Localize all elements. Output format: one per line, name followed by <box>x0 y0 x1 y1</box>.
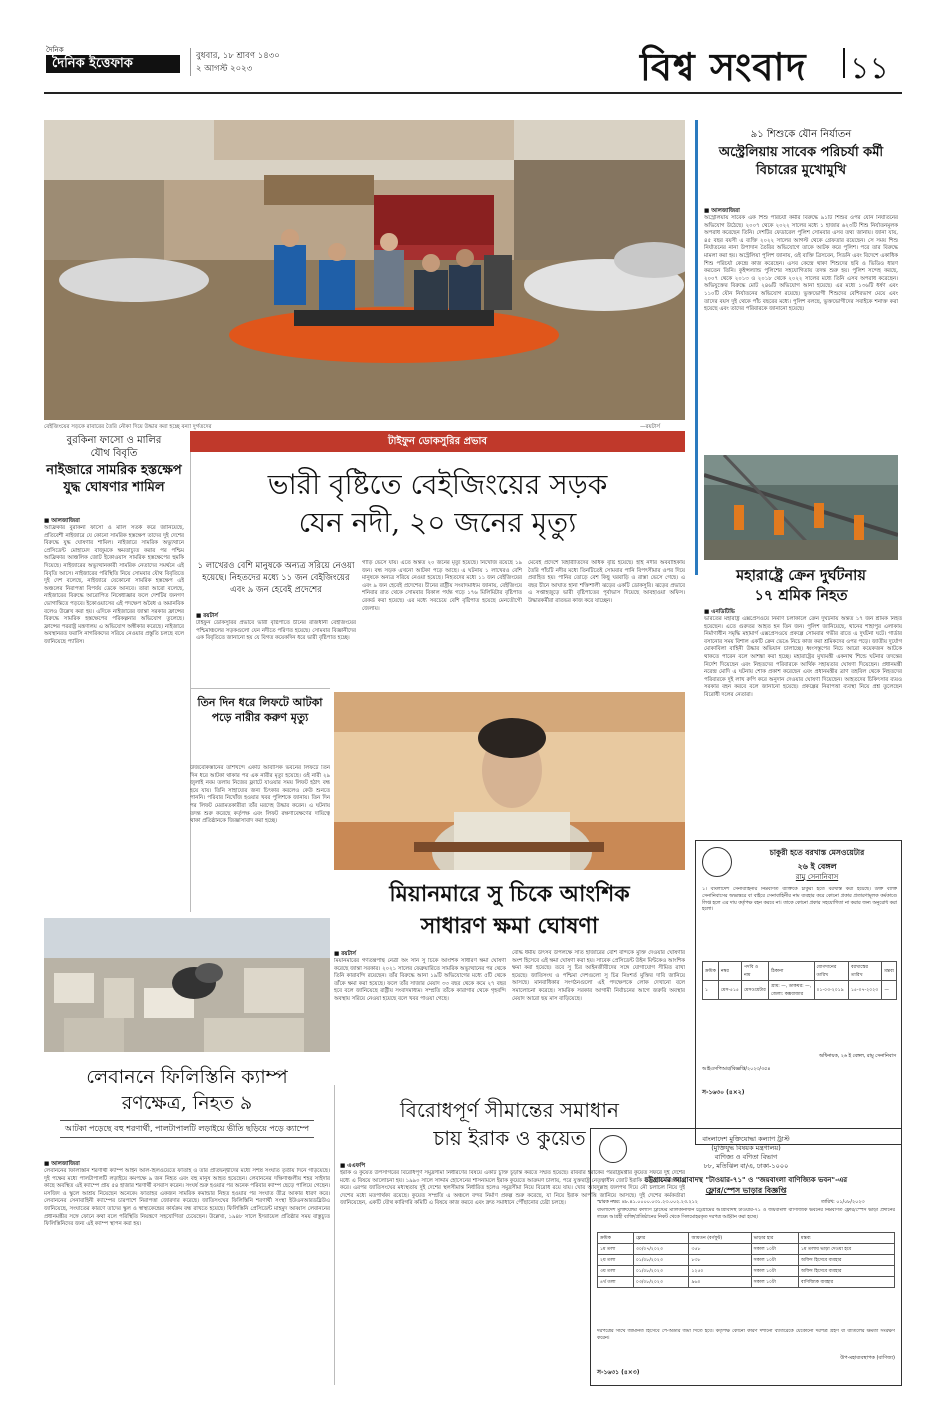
photo-credit: —রয়টার্স <box>640 424 660 430</box>
crane-body: ভারতের মহারাষ্ট্র এক্সপ্রেসওয়ে নির্মাণ চলাকালে ক্রেন দুর্ঘটনায় অন্তত ১৭ জন শ্রমিক নিহত হয়েছেন। এতে গুরুতর আহত হন তিন জন। পুলিশ জানিয়েছে, থানের শাহাপুর এলাকায় নির্মাণাধীন সমৃদ্ধি মহামার্গ এক্সপ্রেসওয়ে প্রকল্পে সোমবার গভীর রাতে এ দুর্ঘটনা ঘটে। গার্ডার বসানোর সময় বিশাল একটি ক্রেন ভেঙে নিচে কাজ করা শ্রমিকদের ওপর পড়ে। জাতীয় দুর্যোগ মোকাবিলা বাহিনী উদ্ধার অভিযান চালাচ্ছে। ধ্বংসস্তূপের নিচে আরো কয়েকজন আটকে থাকতে পারেন বলে আশঙ্কা করা হচ্ছে। মহারাষ্ট্রের মুখ্যমন্ত্রী একনাথ শিন্ডে ঘটনার তদন্তের নির্দেশ দিয়েছেন এবং নিহতদের পরিবারকে আর্থিক সহায়তার ঘোষণা দিয়েছেন। প্রধানমন্ত্রী নরেন্দ্র মোদি এ ঘটনায় শোক প্রকাশ করেছেন এবং প্রধানমন্ত্রীর ত্রাণ তহবিল থেকে নিহতদের পরিবারকে দুই লাখ রুপি করে অনুদান দেওয়ার ঘোষণা দিয়েছেন। আহতদের চিকিৎসার ব্যয়ও সরকার বহন করবে বলে জানানো হয়েছে। প্রকল্পের নিরাপত্তা ব্যবস্থা নিয়ে প্রশ্ন তুলেছেন বিরোধী দলের নেতারা। <box>704 616 902 698</box>
beijing-col1: টাইফুন ডোকসুরির প্রভাবে ভারী বৃষ্টিপাতে চীনের রাজধানী বেইজিংয়ের পশ্চিমাঞ্চলের সড়কগুলো যেন নদীতে পরিণত হয়েছে। সোমবার বিজ্ঞানীদের এক বিবৃতিতে জানানো হয় যে বিগত কয়েকদিন ধরে ভারী বৃষ্টিপাত হচ্ছে। <box>196 620 356 642</box>
page-number-divider <box>843 48 845 78</box>
ad-army-table <box>702 961 897 1000</box>
lebanon-camp-photo <box>44 918 330 1052</box>
table-cell: ০১/০৮/২০২৩ <box>633 1255 689 1266</box>
table-cell: মেসওয়েটার <box>741 981 768 1000</box>
iraq-kuwait-dateline: ■ এএফপি <box>340 1163 366 1169</box>
niger-kicker-line2: যৌথ বিবৃতি <box>90 448 138 459</box>
table-cell: মেস-৫১৫ <box>718 981 741 1000</box>
table-header-cell: আয়তন (বর্গফুট) <box>689 1233 751 1244</box>
trust-footer: দরপত্রের সাথে জামানত হিসেবে পে-অর্ডার জমা দিতে হবে। কর্তৃপক্ষ কোনো কারণ দর্শানো ব্যতিরেকে যেকোনো দরপত্র গ্রহণ বা বাতিলের ক্ষমতা সংরক্ষণ করেন। <box>597 1329 895 1341</box>
iraq-kuwait-headline-line2: চায় ইরাক ও কুয়েত <box>433 1126 586 1150</box>
australia-dateline: ■ আলজাজিরা <box>704 208 740 214</box>
trust-signer: উপ-মহাব্যবস্থাপক (বাণিজ্য) <box>840 1355 895 1361</box>
suu-kyi-headline-line1: মিয়ানমারে সু চিকে আংশিক <box>389 881 630 907</box>
lebanon-subhead: আটকা পড়েছে বহু শরণার্থী, পালটাপালটি লড়াইয়ে ভীতি ছড়িয়ে পড়ে ক্যাম্পে <box>60 1120 314 1138</box>
table-header-cell: বরখাস্তের তারিখ <box>848 962 881 981</box>
table-cell: সকাল ১০টা <box>751 1244 798 1255</box>
bangla-date: বুধবার, ১৮ শ্রাবণ ১৪৩০ <box>196 51 280 61</box>
australia-headline: অস্ট্রেলিয়ায় সাবেক পরিচর্যা কর্মী বিচারের মুখোমুখি <box>718 145 884 178</box>
lebanon-headline-line2: রণক্ষেত্র, নিহত ৯ <box>121 1092 253 1114</box>
photo-caption: বেইজিংয়ের সড়কে রাবারের তৈরি নৌকা দিয়ে উদ্ধার করা হচ্ছে বন্যা দুর্গতদের <box>44 424 212 430</box>
page-number: ১১ <box>850 51 889 86</box>
table-cell: ০৩/০৮/২০২৩ <box>633 1277 689 1288</box>
table-header-cell: ভাড়ার হার <box>751 1233 798 1244</box>
table-header-cell: ক্রমিক <box>598 1233 634 1244</box>
table-cell: ০১-০৩-২০১৯ <box>814 981 848 1000</box>
iraq-kuwait-body: ইরাক ও কুয়েত উপসাগরের বিরোধপূর্ণ সমুদ্রসীমা নির্ধারণের বিষয়ে একটি চুক্তি চূড়ান্ত করতে সম্মত হয়েছে। রবিবার ইরাকের পররাষ্ট্রমন্ত্রীর কুয়েত সফরে দুই দেশের মধ্যে এ বিষয়ে আলোচনা হয়। ১৯৯০ সালে সাদ্দাম হোসেনের শাসনামলে ইরাক কুয়েতে আক্রমণ চালায়, পরে যুক্তরাষ্ট্র নেতৃত্বাধীন জোট ইরাকি বাহিনীকে বিতাড়িত করে। এরপর জাতিসংঘের মধ্যস্থতায় দুই দেশের স্থলসীমান্ত নির্ধারিত হলেও সমুদ্রসীমা নিয়ে বিরোধ রয়ে যায়। খোর আবদুল্লাহ জলপথ দিয়ে নৌ চলাচল নিয়ে দুই দেশের মধ্যে মতপার্থক্য রয়েছে। কুয়েত সম্প্রতি এ অঞ্চলে বন্দর নির্মাণ প্রকল্প শুরু করেছে, যা নিয়ে ইরাক আপত্তি জানিয়ে আসছে। দুই দেশের কর্মকর্তারা জানিয়েছেন, একটি যৌথ কারিগরি কমিটি এ বিষয়ে কাজ করবে এবং দ্রুত সমাধানে পৌঁছানোর চেষ্টা চলছে। <box>340 1170 685 1207</box>
table-cell: ৪র্থ তলা <box>598 1277 634 1288</box>
beijing-headline-line2: যেন নদী, ২০ জনের মৃত্যু <box>298 506 577 539</box>
masthead-rule <box>44 92 902 94</box>
table-cell: — <box>882 981 897 1000</box>
trust-ad-title: চট্টগ্রামের আগ্রাবাদস্থ "টাওয়ার-৭১" ও "জয়বাংলা বাণিজ্যিক ভবন"-এর <box>644 1176 848 1184</box>
table-row <box>598 1277 895 1288</box>
suu-kyi-dateline: ■ রয়টার্স <box>334 951 356 957</box>
table-row <box>598 1244 895 1255</box>
table-cell: ৩৫৮ <box>689 1244 751 1255</box>
niger-dateline: ■ আলজাজিরা <box>44 518 80 524</box>
crane-dateline: ■ এনডিটিভি <box>704 609 735 615</box>
table-cell: সকাল ১০টা <box>751 1266 798 1277</box>
trust-org-header <box>631 1135 861 1171</box>
paper-name: দৈনিক ইত্তেফাক <box>52 56 133 71</box>
table-cell: ১ম তলায় ভাড়া দেওয়া হবে <box>799 1244 895 1255</box>
table-cell: ১২৫০ <box>689 1266 751 1277</box>
masthead-divider <box>190 48 191 76</box>
niger-kicker <box>44 434 184 460</box>
lebanon-headline <box>44 1064 330 1116</box>
trust-ad-table <box>597 1232 895 1288</box>
table-header-cell: মন্তব্য <box>799 1233 895 1244</box>
suu-kyi-headline-line2: সাধারণ ক্ষমা ঘোষণা <box>420 913 599 939</box>
suu-kyi-col1: মিয়ানমারের গণতন্ত্রপন্থি নেত্রী অং সান সু চিকে আংশিক সাধারণ ক্ষমা ঘোষণা করেছে জান্তা সরকার। ২০২১ সালের ফেব্রুয়ারিতে সামরিক অভ্যুত্থানের পর থেকে তিনি কারাবন্দি রয়েছেন। তাঁর বিরুদ্ধে আনা ১৯টি অভিযোগের মধ্যে ৫টি থেকে তাঁকে ক্ষমা করা হয়েছে। ফলে তাঁর সাজার মেয়াদ ৩৩ বছর থেকে কমে ২৭ বছর হবে বলে জানিয়েছে রাষ্ট্রীয় সংবাদমাধ্যম। সম্প্রতি তাঁকে কারাগার থেকে গৃহবন্দি অবস্থায় সরিয়ে নেওয়া হয়েছে বলে খবর পাওয়া গেছে। <box>334 958 506 1002</box>
table-row <box>598 1255 895 1266</box>
army-dismissal-ad <box>695 840 902 1145</box>
iraq-kuwait-headline-line1: বিরোধপূর্ণ সীমান্তের সমাধান <box>399 1098 619 1122</box>
trust-ad-code: স-১৬৩১ (৪×৩) <box>597 1369 640 1376</box>
ad-army-body: ১। বাংলাদেশ সেনাবাহিনীর নিম্নবর্ণিত ব্যক্তিকে চাকুরী হতে বরখাস্ত করা হয়েছে। উক্ত ব্যক্তি সেনানিবাসের অভ্যন্তরে বা বাইরে সেনাবাহিনীর নাম ব্যবহার করে কোনো প্রকার প্রতারণামূলক কর্মকাণ্ডে লিপ্ত হলে এর দায় কর্তৃপক্ষ বহন করবে না। তাকে কোনো প্রকার সহযোগিতা না করার জন্য অনুরোধ করা হলো। <box>702 887 897 913</box>
trust-org-address: ৮৮, মতিঝিল বা/এ, ঢাকা-১০০০ <box>703 1162 789 1170</box>
ad-army-ref: আইএসপিআর/বিজ্ঞপ্তি/২০২৩/৩৫৪ <box>702 1067 771 1072</box>
table-row <box>703 981 897 1000</box>
crane-headline-line2: ১৭ শ্রমিক নিহত <box>754 587 848 604</box>
beijing-headline-line1: ভারী বৃষ্টিতে বেইজিংয়ের সড়ক <box>267 468 608 501</box>
table-cell: গ্রাম: —, ডাকঘর: —, জেলা: কক্সবাজার <box>768 981 814 1000</box>
australia-kicker: ৯১ শিশুকে যৌন নির্যাতন <box>750 129 852 140</box>
table-header-cell: ফ্লোর <box>633 1233 689 1244</box>
beijing-headline <box>190 466 685 542</box>
table-cell: অফিস হিসেবে ব্যবহার <box>799 1266 895 1277</box>
lift-body: উজবেকিস্তানের তাশখন্দে একটি আবাসিক ভবনের লিফটে তিন দিন ধরে আটকা থাকার পর এক নারীর মৃত্যু হয়েছে। ওই নারী ২৯ জুলাই নবম তলায় নিজের ফ্ল্যাটে যাওয়ার সময় লিফট হঠাৎ বন্ধ হয়ে যায়। তিনি সাহায্যের জন্য চিৎকার করলেও কেউ শুনতে পাননি। পরিবার নিখোঁজ হওয়ার খবর পুলিশকে জানায়। তিন দিন পর লিফট মেরামতকারীরা তাঁর মরদেহ উদ্ধার করেন। এ ঘটনায় তদন্ত শুরু করেছে কর্তৃপক্ষ এবং লিফট রক্ষণাবেক্ষণের দায়িত্বে থাকা প্রতিষ্ঠানকে জিজ্ঞাসাবাদ করা হচ্ছে। <box>190 765 330 825</box>
ad-army-signature: অধিনায়ক, ২৬ ই বেঙ্গল, রামু সেনানিবাস <box>819 1054 896 1059</box>
table-cell: ১ম তলা <box>598 1244 634 1255</box>
army-emblem-icon <box>702 847 732 877</box>
beijing-col3: মেবেই প্রদেশে বিহারীতিদের অধিক বৃষ্টি হয়েছে। হাই নদীর অববাহিকায় তৈরি পাঁচটি নদীর মধ্যে তিনটিতেই সোমবার পানি বিপৎসীমার ওপর দিয়ে প্রবাহিত হয়। পানির তোড়ে বেশ কিছু ঘরবাড়ি ও রাস্তা ভেসে গেছে। এ বছর চীনে আঘাত হানা শক্তিশালী ঝড়ের একটি ডোকসুরি। ঝড়ের প্রভাবে এ সপ্তাহজুড়ে ভারী বৃষ্টিপাতের পূর্বাভাস দিয়েছে আবহাওয়া অফিস। উদ্ধারকর্মীরা রাতভর কাজ করে যাচ্ছেন। <box>528 560 685 604</box>
crane-accident-photo <box>704 455 898 560</box>
beijing-flood-photo <box>44 120 685 420</box>
beijing-dateline: ■ রয়টার্স <box>196 613 218 619</box>
table-cell: ৩০/০৭/২০২৩ <box>633 1244 689 1255</box>
trust-date: তারিখ: ০১/০৮/২০২৩ <box>821 1200 865 1205</box>
table-cell: ০১/০৮/২০২৩ <box>633 1266 689 1277</box>
suu-kyi-col2: বৌদ্ধ ধর্মীয় উৎসব উপলক্ষে সাত হাজারের বেশি বন্দিকে মুক্তি দেওয়ার ঘোষণার অংশ হিসেবে এই ক্ষমা ঘোষণা করা হয়। সাবেক প্রেসিডেন্ট উইন মিন্টকেও আংশিক ক্ষমা করা হয়েছে। তবে সু চির আইনজীবীদের সঙ্গে যোগাযোগ সীমিত রাখা হয়েছে। জাতিসংঘ ও পশ্চিমা দেশগুলো সু চির নিঃশর্ত মুক্তির দাবি জানিয়ে আসছে। মানবাধিকার সংগঠনগুলো এই পদক্ষেপকে লোক দেখানো বলে সমালোচনা করেছে। সামরিক সরকার আগামী নির্বাচনের আগে জরুরি অবস্থার মেয়াদ আরো ছয় মাস বাড়িয়েছে। <box>512 950 685 1002</box>
table-cell: সকাল ১০টা <box>751 1277 798 1288</box>
table-cell: ১৫-০৭-২০২৩ <box>848 981 881 1000</box>
table-header-cell: যোগদানের তারিখ <box>814 962 848 981</box>
table-cell: ৮৩৮ <box>689 1255 751 1266</box>
section-divider <box>190 688 330 689</box>
table-cell: ৯৬০ <box>689 1277 751 1288</box>
table-cell: সকাল ১০টা <box>751 1255 798 1266</box>
table-header-cell: ঠিকানা <box>768 962 814 981</box>
table-cell: ২য় তলা <box>598 1255 634 1266</box>
ad-unit-name: ২৬ ই বেঙ্গল <box>797 862 837 871</box>
ad-army-code: স-১৬৩০ (৪×২) <box>702 1089 745 1096</box>
ad-top-label: চাকুরী হতে বরখাস্ত মেসওয়েটার <box>769 848 865 857</box>
ad-unit-location: রামু সেনানিবাস <box>795 873 839 881</box>
trust-memo: স্মারক নম্বর: ৪৮.৪১.০০০০.০৩১.২৩.০০২.২৩.২১২ <box>597 1200 698 1205</box>
lebanon-headline-line1: লেবাননে ফিলিস্তিনি ক্যাম্প <box>86 1066 288 1088</box>
table-header-row <box>598 1233 895 1244</box>
english-date: ২ আগস্ট ২০২৩ <box>196 64 253 74</box>
table-cell: ১ <box>703 981 719 1000</box>
table-cell: অফিস হিসেবে ব্যবহার <box>799 1255 895 1266</box>
trust-rental-ad <box>590 1128 902 1386</box>
table-header-cell: মন্তব্য <box>882 962 897 981</box>
table-header-cell: নম্বর <box>718 962 741 981</box>
trust-emblem-icon <box>599 1135 627 1163</box>
niger-kicker-line1: বুরকিনা ফাসো ও মালির <box>66 435 162 446</box>
table-row <box>598 1266 895 1277</box>
newspaper-logo <box>44 42 184 76</box>
trust-org-dept: বাণিজ্য ও বণিতা বিভাগ <box>714 1153 778 1161</box>
beijing-col2: গাড়ি ভেসে যায়। এতে অন্তত ২০ জনের মৃত্যু হয়েছে। নিখোঁজ রয়েছে ১৯ জন। বন্ধ সড়ক এখনো আটকা পড়ে আছে। এ ঘটনায় ১ লাখেরও বেশি মানুষকে অন্যত্র সরিয়ে নেওয়া হয়েছে। নিহতদের মধ্যে ১১ জন বেইজিংয়ের এবং ৯ জন হেবেই প্রদেশের। চীনের রাষ্ট্রীয় সংবাদমাধ্যম জানায়, বেইজিংয়ে শনিবার রাত থেকে সোমবার বিকাল পর্যন্ত গড়ে ১৭৬ মিলিমিটার বৃষ্টিপাত রেকর্ড করা হয়েছে। এর মধ্যে সবচেয়ে বেশি বৃষ্টিপাত হয়েছে মেনতৌগৌ জেলায়। <box>362 560 522 612</box>
suu-kyi-headline <box>334 878 685 942</box>
australia-body: অস্ট্রেলিয়ায় সাবেক এক শিশু পরিচর্যা কর্মীর বিরুদ্ধে ৯১টি শিশুর ওপর যৌন নির্যাতনের অভিযোগ উঠেছে। ২০০৭ থেকে ২০২২ সালের মধ্যে ১ হাজার ৬২৩টি শিশু নির্যাতনমূলক অপরাধ করেছেন তিনি। দেশটির ফেডারেল পুলিশ সোমবার এসব তথ্য জানায়। জানা যায়, ৪৫ বছর বয়সী এ ব্যক্তি ২০২২ সালের আগস্ট থেকে গ্রেফতার রয়েছেন। সে সময় শিশু নির্যাতনের নানা উপাদান তৈরির অভিযোগে তাকে আটক করে পুলিশ। পরে তার বিরুদ্ধে মামলা করা হয়। অস্ট্রেলিয়া পুলিশ জানায়, ওই ব্যক্তি ব্রিসবেন, সিডনি এবং বিদেশে একাধিক শিশু পরিচর্যা কেন্দ্রে কাজ করেছেন। এসব কেন্দ্রে থাকা শিশুদের ছবি ও ভিডিও ধারণ করতেন তিনি। কুইন্সল্যান্ড পুলিশের সহযোগিতায় তদন্ত শুরু হয়। পুলিশ সন্দেহ করছে, ২০০৭ থেকে ২০১৩ ও ২০১৮ থেকে ২০২২ সালের মধ্যে তিনি এসব অপরাধ করেছেন। অভিযুক্তের বিরুদ্ধে মোট ২৪৬টি অভিযোগ আনা হয়েছে। এর মধ্যে ১৩৬টি ধর্ষণ এবং ১১০টি যৌন নির্যাতনের অভিযোগ রয়েছে। ভুক্তভোগী শিশুদের বেশিরভাগ মেয়ে এবং তাদের বয়স দুই থেকে পাঁচ বছরের মধ্যে। পুলিশ বলছে, ভুক্তভোগীদের সবাইকে শনাক্ত করা হয়েছে এবং তাদের পরিবারকে জানানো হয়েছে। <box>704 215 898 313</box>
lebanon-dateline: ■ আলজাজিরা <box>44 1161 80 1167</box>
svg-text:দৈনিক: দৈনিক <box>46 46 64 54</box>
masthead-date <box>196 50 280 76</box>
niger-body: আফ্রিকার বুরকিনা ফাসো ও মালি সতর্ক করে জানিয়েছে, প্রতিবেশী নাইজারে যে কোনো সামরিক হস্তক্ষেপ তাদের দুই দেশের বিরুদ্ধে যুদ্ধ ঘোষণার শামিল। নাইজারে সামরিক অভ্যুত্থানে প্রেসিডেন্ট মোহামেদ বাজুমকে ক্ষমতাচ্যুত করার পর পশ্চিম আফ্রিকার আঞ্চলিক জোট ইকোওয়াস সামরিক হস্তক্ষেপের হুমকি দিয়েছে। নাইজারের অভ্যুত্থানকারী সামরিক নেতাদের সমর্থনে এই বিবৃতি আসে। নাইজারের পরিস্থিতি নিয়ে সোমবার যৌথ বিবৃতিতে দুই দেশ বলেছে, নাইজারে যেকোনো সামরিক হস্তক্ষেপ এই অঞ্চলের নিরাপত্তা বিপর্যয় ডেকে আনবে। তারা আরো বলেছে, নাইজারের বিরুদ্ধে আরোপিত নিষেধাজ্ঞার ফলে দেশটির জনগণ ভোগান্তিতে পড়বে। ইকোওয়াসের এই পদক্ষেপ অবৈধ ও অমানবিক বলেও উল্লেখ করা হয়। এদিকে নাইজারের জান্তা সরকার ফ্রান্সের বিরুদ্ধে সামরিক হস্তক্ষেপের পরিকল্পনার অভিযোগ তুলেছে। ফ্রান্সের পররাষ্ট্র মন্ত্রণালয় এ অভিযোগ অস্বীকার করেছে। নাইজারে অবস্থানরত ফরাসি নাগরিকদের সরিয়ে নেওয়ার প্রস্তুতি চলছে বলে জানিয়েছে প্যারিস। <box>44 525 184 645</box>
table-header-cell: পদবি ও নাম <box>741 962 768 981</box>
table-header-row <box>703 962 897 981</box>
beijing-intro: ১ লাখেরও বেশি মানুষকে অন্যত্র সরিয়ে নেওয়া হয়েছে। নিহতদের মধ্যে ১১ জন বেইজিংয়ের এবং ৯ জন হেবেই প্রদেশের <box>197 561 355 595</box>
suu-kyi-photo <box>334 692 685 870</box>
lebanon-body: লেবাননের ফিলিস্তিনি শরণার্থী ক্যাম্প আইন আল-হিলওয়েতে ফাতাহ ও তার প্রতিদ্বন্দ্বীদের মধ্যে সশস্ত্র সংঘাত তৃতীয় দিনে গড়িয়েছে। দুই পক্ষের মধ্যে পালটাপালটি লড়াইয়ে কমপক্ষে ৯ জন নিহত এবং বহু মানুষ আহত হয়েছেন। লেবাননের দক্ষিণাঞ্চলীয় শহর সাইদার কাছে অবস্থিত এই ক্যাম্পে প্রায় ৫৪ হাজার শরণার্থী বসবাস করেন। সংঘর্ষ শুরু হওয়ার পর অনেক পরিবার ক্যাম্প ছেড়ে পালিয়ে গেছেন। মসজিদ ও স্কুলে আশ্রয় নিয়েছেন অনেকে। ফাতাহর একজন সামরিক কমান্ডার নিহত হওয়ার পর সংঘাত তীব্র আকার ধারণ করে। লেবাননের সেনাবাহিনী ক্যাম্পের চারপাশে নিরাপত্তা জোরদার করেছে। জাতিসংঘের ফিলিস্তিনি শরণার্থী সংস্থা ইউএনআরডব্লিউএ জানিয়েছে, সংঘাতের কারণে তাদের স্কুল ও স্বাস্থ্যকেন্দ্রের কার্যক্রম বন্ধ রাখতে হয়েছে। ফিলিস্তিনি প্রেসিডেন্ট মাহমুদ আব্বাস লেবাননের প্রধানমন্ত্রীর সঙ্গে ফোনে কথা বলে পরিস্থিতি নিয়ন্ত্রণে সহযোগিতা চেয়েছেন। উল্লেখ্য, ১৯৪৮ সালে ইসরায়েল প্রতিষ্ঠার সময় বাস্তুচ্যুত ফিলিস্তিনিদের জন্য এই ক্যাম্প স্থাপন করা হয়। <box>44 1168 330 1228</box>
trust-ad-subtitle: ফ্লোর/স্পেস ভাড়ার বিজ্ঞপ্তি <box>705 1186 787 1195</box>
section-title: বিশ্ব সংবাদ <box>640 44 807 89</box>
crane-headline <box>700 566 902 606</box>
table-cell: বাণিজ্যিক ব্যবহার <box>799 1277 895 1288</box>
trust-org-name: বাংলাদেশ মুক্তিযোদ্ধা কল্যাণ ট্রাস্ট <box>702 1135 790 1143</box>
beijing-kicker: টাইফুন ডোকসুরির প্রভাব <box>190 431 685 452</box>
table-header-cell: ক্রমিক <box>703 962 719 981</box>
niger-headline: নাইজারে সামরিক হস্তক্ষেপ যুদ্ধ ঘোষণার শামিল <box>46 463 182 495</box>
table-cell: ৩য় তলা <box>598 1266 634 1277</box>
trust-intro: বাংলাদেশ মুক্তিযোদ্ধা কল্যাণ ট্রাস্টের মালিকানাধীন চট্টগ্রামের আগ্রাবাদস্থ টাওয়ার-৭১ ও জয়বাংলা বাণিজ্যিক ভবনের নিম্নবর্ণিত ফ্লোর/স্পেস ভাড়া প্রদানের লক্ষ্যে আগ্রহী ব্যক্তি/প্রতিষ্ঠানের নিকট থেকে সিলমোহরকৃত দরপত্র আহ্বান করা হচ্ছে। <box>597 1208 895 1220</box>
crane-headline-line1: মহারাষ্ট্রে ক্রেন দুর্ঘটনায় <box>736 567 866 584</box>
lift-headline: তিন দিন ধরে লিফটে আটকা পড়ে নারীর করুণ মৃত্যু <box>197 696 323 724</box>
trust-org-ministry: (মুক্তিযুদ্ধ বিষয়ক মন্ত্রণালয়) <box>711 1144 781 1152</box>
